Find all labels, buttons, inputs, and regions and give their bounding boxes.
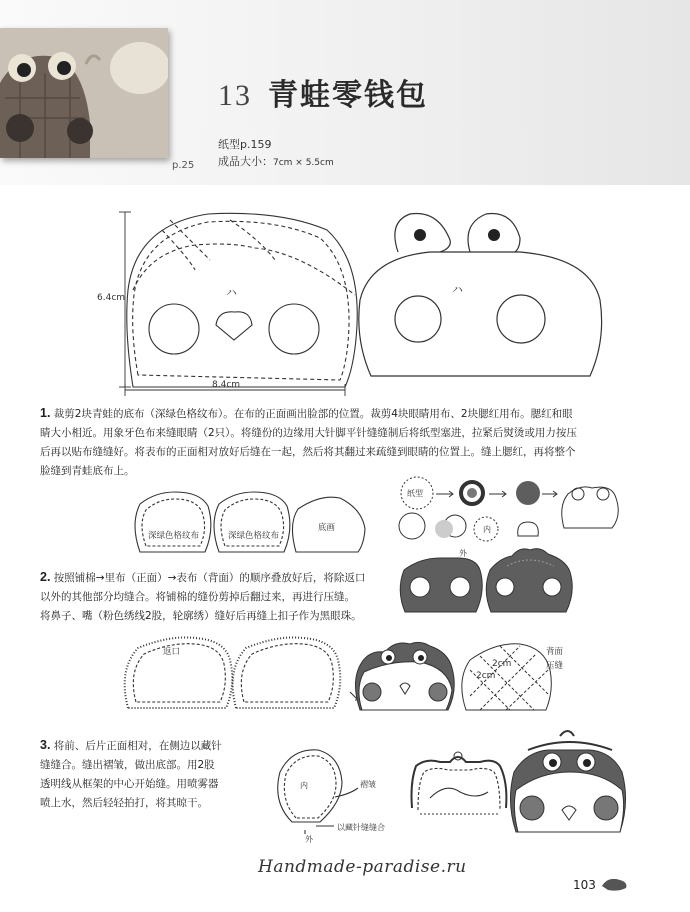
quilt-label: 压缝 xyxy=(546,661,564,671)
size-value: 7cm × 5.5cm xyxy=(273,158,334,168)
body-pattern-left xyxy=(127,213,357,387)
page-number: 103 xyxy=(573,878,596,892)
step-1-line-4: 脸缝到青蛙底布上。 xyxy=(40,465,135,477)
step-3-line-3: 透明线从框架的中心开始缝。用喷雾器 xyxy=(40,778,219,790)
mouth-mark-left: ハ xyxy=(226,286,237,299)
step-1-text xyxy=(40,404,652,481)
step-1-num: 1. xyxy=(40,406,51,420)
step-3-line-2: 缝缝合。缝出褶皱，做出底部。用2股 xyxy=(40,759,215,771)
blush-circle xyxy=(516,481,540,505)
step-1-line-3: 后再以贴布缝缝好。将表布的正面相对放好后缝在一起，然后将其翻过来疏缝到眼睛的位置上。缝上腮红，再将整个 xyxy=(40,446,576,458)
project-number: 13 xyxy=(218,79,252,112)
step-2-line-1: 按照铺棉→里布（正面）→表布（背面）的顺序叠放好后，将除返口 xyxy=(53,572,366,584)
size-label: 成品大小： xyxy=(218,155,273,168)
face-label: 底画 xyxy=(318,523,336,533)
pattern-diagram xyxy=(0,190,690,400)
step-1-line-2: 睛大小相近。用象牙色布来缝眼睛（2只）。将缝份的边缘用大针脚平针缝缝制后将纸型塞进，拉紧后熨烫或用力按压 xyxy=(40,427,577,439)
outer-label-3: 外 xyxy=(305,835,313,844)
ladder-stitch-label: 以藏针缝缝合 xyxy=(337,823,385,832)
height-dim: 6.4cm xyxy=(97,293,126,303)
grid-dim-2: 2cm xyxy=(476,671,496,681)
photo-page-ref: p.25 xyxy=(172,160,195,171)
step-3-num: 3. xyxy=(40,738,51,752)
paper-label: 纸型 xyxy=(407,489,423,498)
outer-label: 外 xyxy=(459,549,467,558)
dimension-lines xyxy=(119,212,345,396)
paper-pattern-circle xyxy=(467,488,477,498)
pattern-page-label: 纸型p.159 xyxy=(218,138,272,151)
back-label: 背面 xyxy=(546,647,564,657)
frog-purse-photo xyxy=(0,28,168,158)
eye-dot-left xyxy=(414,229,426,241)
width-dim: 8.4cm xyxy=(212,380,241,390)
grid-dim-1: 2cm xyxy=(492,659,512,669)
step-2-faces xyxy=(0,540,690,620)
fabric-label-1: 深绿色格纹布 xyxy=(148,531,200,541)
eye-fabric xyxy=(435,520,453,538)
step-2-line-3: 将鼻子、嘴（粉色绣线2股，轮廓绣）缝好后再缝上扣子作为黑眼珠。 xyxy=(40,610,362,622)
step-3-line-4: 喷上水，然后轻轻拍打，将其晾干。 xyxy=(40,797,208,809)
eye-dot-right xyxy=(488,229,500,241)
page-title xyxy=(218,70,428,114)
project-title: 青蛙零钱包 xyxy=(268,78,428,113)
watermark: Handmade-paradise.ru xyxy=(258,857,467,877)
step-2-diagram xyxy=(0,630,690,720)
face-pattern-right xyxy=(359,214,602,377)
pleat-label: 褶皱 xyxy=(360,780,376,789)
step-1-line-1: 裁剪2块青蛙的底布（深绿色格纹布）。在布的正面画出脸部的位置。裁剪4块眼睛用布、2块腮红用布。腮红和眼 xyxy=(53,408,573,420)
step-2-num: 2. xyxy=(40,570,51,584)
mouth-mark-right: ハ xyxy=(452,283,463,296)
bird-icon xyxy=(600,874,630,894)
step-3-line-1: 将前、后片正面相对，在侧边以藏针 xyxy=(53,740,222,752)
inner-label: 内 xyxy=(483,525,491,534)
finished-size xyxy=(218,153,334,169)
step-2-line-2: 以外的其他部分均缝合。将铺棉的缝份剪掉后翻过来，再进行压缝。 xyxy=(40,591,355,603)
fabric-label-2: 深绿色格纹布 xyxy=(228,531,280,541)
return-label: 返口 xyxy=(163,647,181,657)
step-3-diagram xyxy=(0,722,690,847)
inner-label-3: 内 xyxy=(300,781,308,790)
